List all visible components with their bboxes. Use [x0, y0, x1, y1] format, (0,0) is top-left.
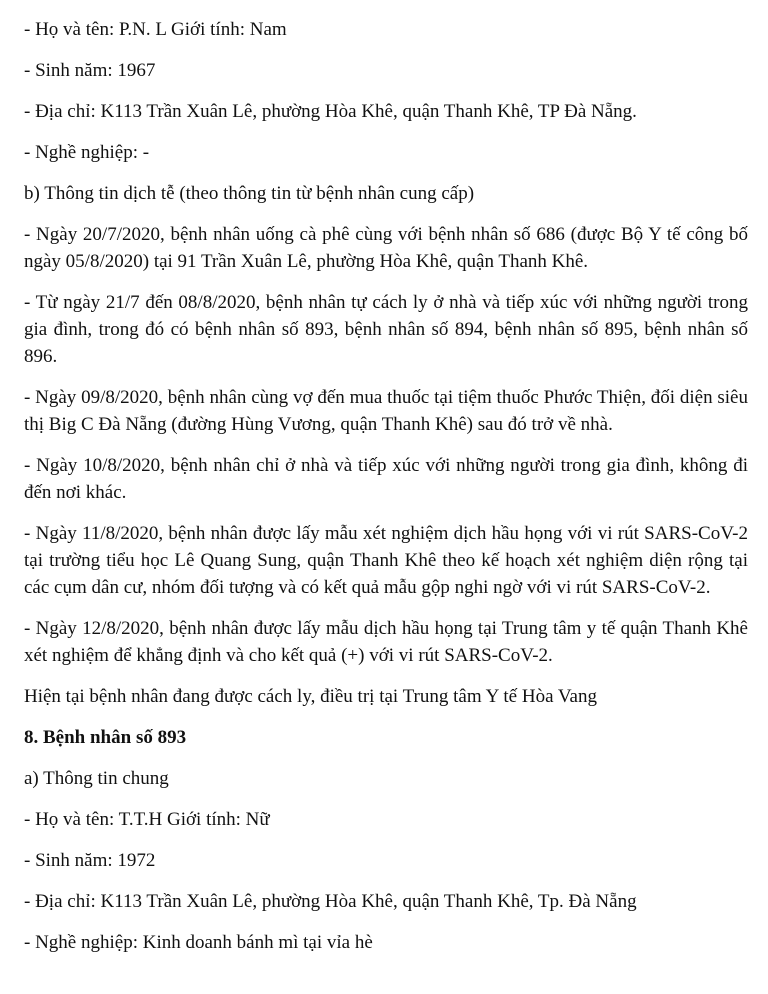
address-line: - Địa chỉ: K113 Trần Xuân Lê, phường Hòa Khê, quận Thanh Khê, Tp. Đà Nẵng	[24, 891, 637, 912]
general-info-subheading: a) Thông tin chung	[24, 768, 169, 789]
epidemiology-subheading: b) Thông tin dịch tễ (theo thông tin từ bệnh nhân cung cấp)	[24, 183, 475, 204]
birth-year-line: - Sinh năm: 1972	[24, 850, 156, 871]
epidemiology-paragraph: - Ngày 12/8/2020, bệnh nhân được lấy mẫu dịch hầu họng tại Trung tâm y tế quận Thanh Khê xét nghiệm để khẳng định và cho kết quả (+) với vi rút SARS-CoV-2.	[24, 618, 748, 666]
patient-name-line: - Họ và tên: T.T.H Giới tính: Nữ	[24, 809, 270, 830]
section-heading: 8. Bệnh nhân số 893	[24, 727, 187, 748]
document-body	[24, 16, 748, 970]
epidemiology-paragraph: - Ngày 09/8/2020, bệnh nhân cùng vợ đến mua thuốc tại tiệm thuốc Phước Thiện, đối diện siêu thị Big C Đà Nẵng (đường Hùng Vương, quận Thanh Khê) sau đó trở về nhà.	[24, 387, 748, 435]
current-status-line: Hiện tại bệnh nhân đang được cách ly, điều trị tại Trung tâm Y tế Hòa Vang	[24, 686, 597, 707]
epidemiology-paragraph: - Từ ngày 21/7 đến 08/8/2020, bệnh nhân tự cách ly ở nhà và tiếp xúc với những người trong gia đình, trong đó có bệnh nhân số 893, bệnh nhân số 894, bệnh nhân số 895, bệnh nhân số 896.	[24, 292, 748, 367]
birth-year-line: - Sinh năm: 1967	[24, 60, 156, 81]
patient-name-line: - Họ và tên: P.N. L Giới tính: Nam	[24, 19, 287, 40]
address-line: - Địa chỉ: K113 Trần Xuân Lê, phường Hòa Khê, quận Thanh Khê, TP Đà Nẵng.	[24, 101, 637, 122]
epidemiology-paragraph: - Ngày 11/8/2020, bệnh nhân được lấy mẫu xét nghiệm dịch hầu họng với vi rút SARS-CoV-2 tại trường tiểu học Lê Quang Sung, quận Thanh Khê theo kế hoạch xét nghiệm diện rộng tại các cụm dân cư, nhóm đối tượng và có kết quả mẫu gộp nghi ngờ với vi rút SARS-CoV-2.	[24, 523, 748, 598]
occupation-line: - Nghề nghiệp: Kinh doanh bánh mì tại vỉa hè	[24, 932, 373, 953]
epidemiology-paragraph: - Ngày 10/8/2020, bệnh nhân chỉ ở nhà và tiếp xúc với những người trong gia đình, không đi đến nơi khác.	[24, 455, 748, 503]
epidemiology-paragraph: - Ngày 20/7/2020, bệnh nhân uống cà phê cùng với bệnh nhân số 686 (được Bộ Y tế công bố ngày 05/8/2020) tại 91 Trần Xuân Lê, phường Hòa Khê, quận Thanh Khê.	[24, 224, 748, 272]
occupation-line: - Nghề nghiệp: -	[24, 142, 150, 163]
